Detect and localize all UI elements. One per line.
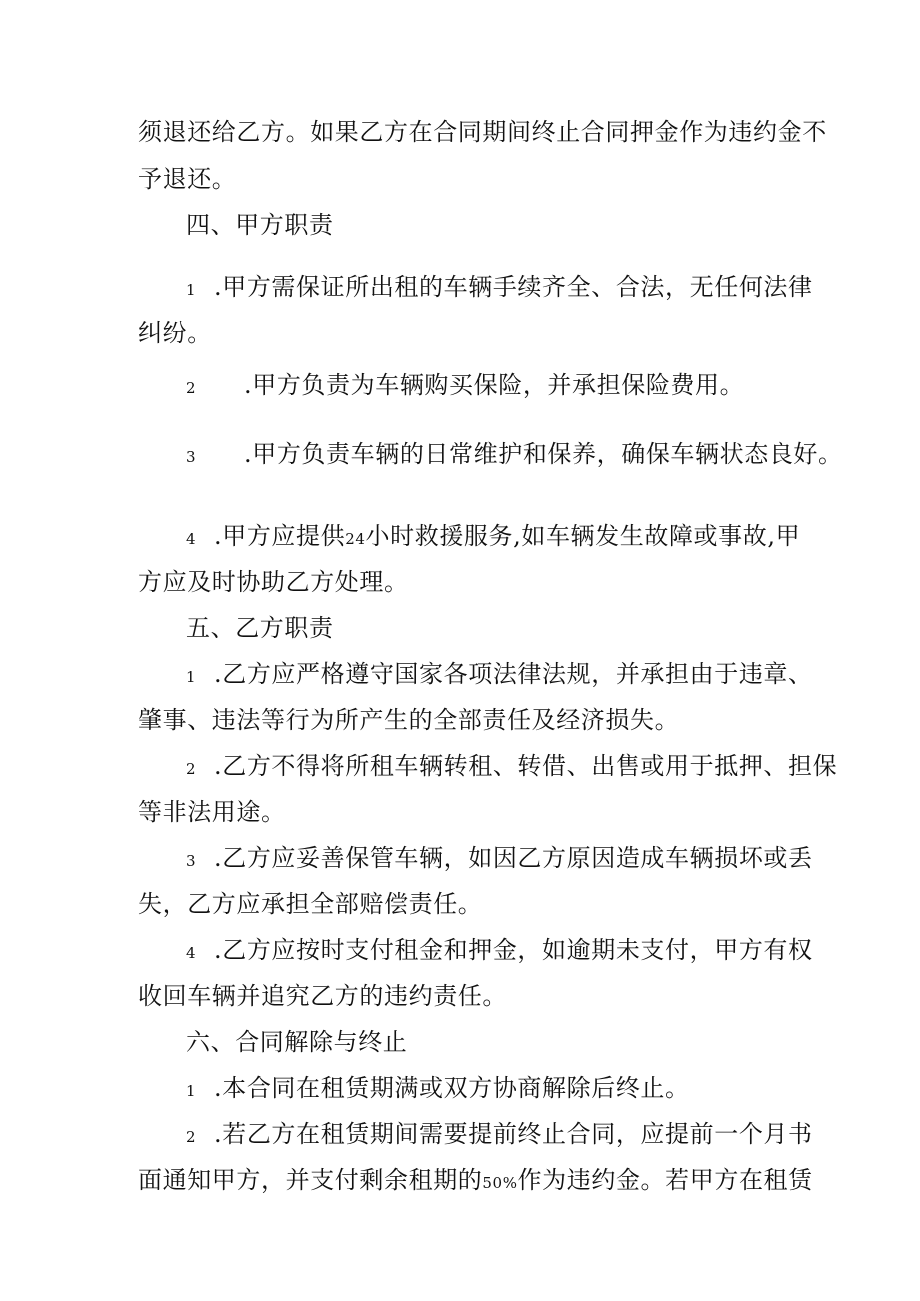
clause-number: 4 <box>186 530 197 548</box>
paragraph-line <box>138 797 286 827</box>
text: 肇事、违法等行为所产生的全部责任及经济损失。 <box>138 706 680 734</box>
inline-number: 24 <box>345 530 366 548</box>
text: 等非法用途。 <box>138 798 286 826</box>
paragraph-line <box>138 889 482 919</box>
heading-text: 四、甲方职责 <box>186 211 334 239</box>
text: .甲方应提供 <box>214 522 346 550</box>
clause-number: 4 <box>186 944 197 962</box>
clause-number: 2 <box>186 1128 197 1146</box>
paragraph-line <box>138 164 236 194</box>
clause-4-2 <box>186 370 744 403</box>
clause-5-1 <box>186 659 813 692</box>
text: 失，乙方应承担全部赔偿责任。 <box>138 890 483 918</box>
section-heading-6 <box>186 1027 407 1057</box>
clause-4-4 <box>186 521 800 554</box>
paragraph-line <box>138 981 507 1011</box>
clause-number: 2 <box>186 379 197 397</box>
text: 收回车辆并追究乙方的违约责任。 <box>138 982 507 1010</box>
clause-number: 1 <box>186 1082 197 1100</box>
text: .乙方不得将所租车辆转租、转借、出售或用于抵押、担保 <box>214 752 838 780</box>
section-heading-4 <box>186 210 334 240</box>
text: .甲方负责为车辆购买保险，并承担保险费用。 <box>244 371 745 399</box>
text: .甲方需保证所出租的车辆手续齐全、合法，无任何法律 <box>214 273 813 301</box>
clause-4-1 <box>186 272 813 305</box>
paragraph-line <box>138 1165 813 1198</box>
clause-number: 3 <box>186 852 197 870</box>
text: .乙方应严格遵守国家各项法律法规，并承担由于违章、 <box>214 660 813 688</box>
paragraph-line <box>138 705 679 735</box>
text: .乙方应妥善保管车辆，如因乙方原因造成车辆损坏或丢 <box>214 844 813 872</box>
text: 方应及时协助乙方处理。 <box>138 568 409 596</box>
text: 面通知甲方，并支付剩余租期的 <box>138 1166 483 1194</box>
text: .甲方负责车辆的日常维护和保养，确保车辆状态良好。 <box>244 440 843 468</box>
clause-5-4 <box>186 935 813 968</box>
text: .乙方应按时支付租金和押金，如逾期未支付，甲方有权 <box>214 936 813 964</box>
clause-5-2 <box>186 751 837 784</box>
text: 小时救援服务,如车辆发生故障或事故,甲 <box>365 522 801 550</box>
text: 须退还给乙方。如果乙方在合同期间终止合同押金作为违约金不 <box>138 118 827 146</box>
text: .本合同在租赁期满或双方协商解除后终止。 <box>214 1074 690 1102</box>
clause-number: 3 <box>186 448 197 466</box>
section-heading-5 <box>186 613 334 643</box>
clause-6-1 <box>186 1073 690 1106</box>
heading-text: 五、乙方职责 <box>186 614 334 642</box>
clause-number: 2 <box>186 760 197 778</box>
clause-number: 1 <box>186 668 197 686</box>
clause-5-3 <box>186 843 813 876</box>
text: .若乙方在租赁期间需要提前终止合同，应提前一个月书 <box>214 1120 813 1148</box>
text: 纠纷。 <box>138 319 212 347</box>
clause-number: 1 <box>186 281 197 299</box>
clause-6-2 <box>186 1119 813 1152</box>
text: 予退还。 <box>138 165 237 193</box>
paragraph-line <box>138 567 409 597</box>
clause-4-3 <box>186 439 843 472</box>
paragraph-line <box>138 117 827 147</box>
heading-text: 六、合同解除与终止 <box>186 1028 408 1056</box>
paragraph-line <box>138 318 212 348</box>
text: 作为违约金。若甲方在租赁 <box>517 1166 813 1194</box>
inline-number: 50% <box>482 1174 518 1192</box>
